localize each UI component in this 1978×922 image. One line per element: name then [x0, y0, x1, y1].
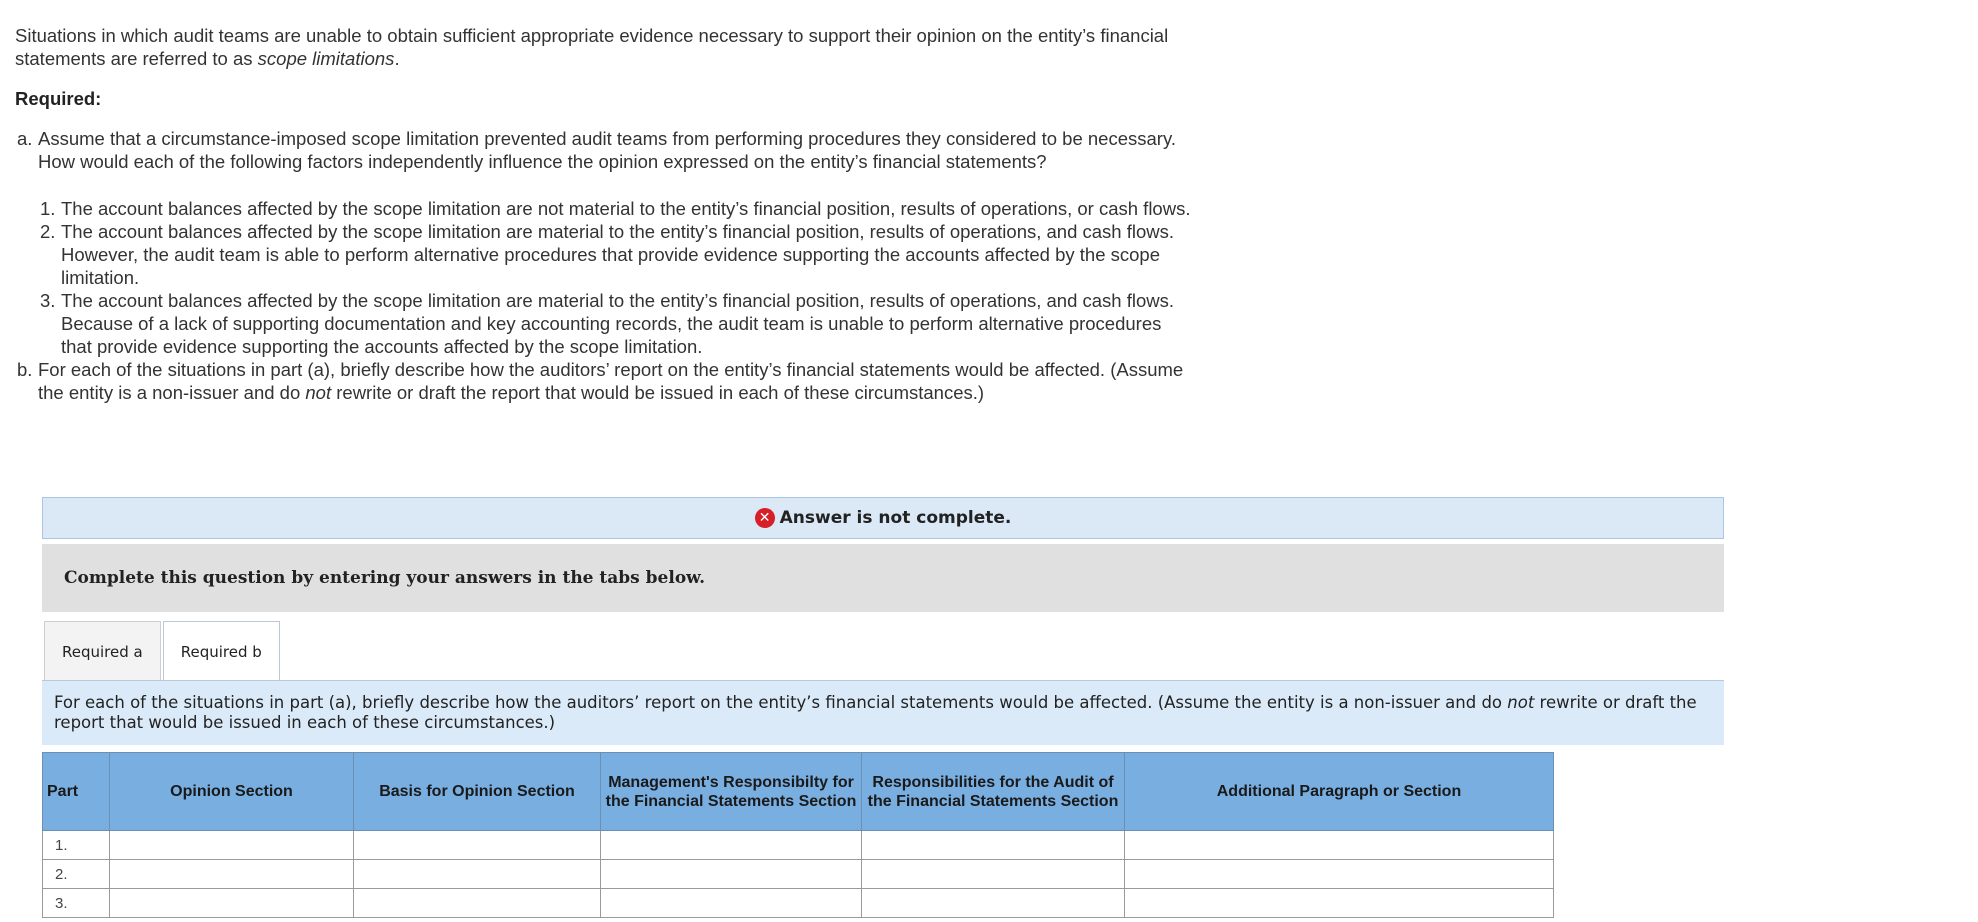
- audit-answer-cell[interactable]: [862, 831, 1125, 860]
- factor-item: [38, 220, 1195, 289]
- question-text: [15, 24, 1195, 404]
- factor-item: [38, 197, 1195, 220]
- opinion-answer-cell[interactable]: [110, 831, 354, 860]
- opinion-answer-cell[interactable]: [110, 860, 354, 889]
- tab-description: [42, 681, 1724, 745]
- answer-status-text: Answer is not complete.: [779, 508, 1012, 528]
- factor-marker: 3.: [40, 290, 56, 311]
- column-header-opinion: Opinion Section: [110, 753, 354, 831]
- part-b-italic: not: [305, 382, 332, 403]
- column-header-audit-responsibility: Responsibilities for the Audit of the Financial Statements Section: [862, 753, 1125, 831]
- part-b-item: [15, 358, 1195, 404]
- audit-answer-cell[interactable]: [862, 889, 1125, 918]
- basis-answer-cell[interactable]: [354, 831, 601, 860]
- table-header-row: [43, 753, 1554, 831]
- basis-answer-cell[interactable]: [354, 860, 601, 889]
- part-a-item: [15, 127, 1195, 358]
- additional-answer-cell[interactable]: [1125, 860, 1554, 889]
- intro-text: Situations in which audit teams are unable to obtain sufficient appropriate evidence necessary to support their opinion on the entity’s financial statements are referred to as: [15, 25, 1169, 69]
- answer-status-banner: [42, 497, 1724, 539]
- tab-description-text: For each of the situations in part (a), briefly describe how the auditors’ report on the entity’s financial statements would be affected. (Assume the entity is a non-issuer and do: [54, 693, 1508, 712]
- opinion-answer-cell[interactable]: [110, 889, 354, 918]
- factor-marker: 2.: [40, 221, 56, 242]
- tab-description-text-end: rewrite or draft the report that would be issued in each of these circumstances.): [54, 693, 1697, 732]
- intro-paragraph: [15, 24, 1195, 70]
- part-a-marker: a.: [17, 128, 33, 149]
- answer-tabs: [44, 621, 282, 681]
- additional-answer-cell[interactable]: [1125, 831, 1554, 860]
- management-answer-cell[interactable]: [601, 831, 862, 860]
- part-b-marker: b.: [17, 359, 33, 380]
- tab-label: Required a: [62, 642, 143, 661]
- instruction-text: Complete this question by entering your answers in the tabs below.: [64, 568, 705, 588]
- tab-description-italic: not: [1507, 693, 1535, 712]
- x-circle-icon: ✕: [755, 508, 775, 528]
- required-parts-list: [15, 127, 1195, 404]
- column-header-additional-paragraph: Additional Paragraph or Section: [1125, 753, 1554, 831]
- part-b-text-end: rewrite or draft the report that would be issued in each of these circumstances.): [331, 382, 985, 403]
- row-part-label: 1.: [43, 831, 110, 860]
- management-answer-cell[interactable]: [601, 889, 862, 918]
- audit-answer-cell[interactable]: [862, 860, 1125, 889]
- factor-item: [38, 289, 1195, 358]
- required-heading: Required:: [15, 88, 102, 109]
- tab-label: Required b: [180, 643, 262, 661]
- tab-required-b[interactable]: [163, 621, 280, 682]
- factor-text: The account balances affected by the scope limitation are not material to the entity’s financial position, results of operations, or cash flows.: [61, 198, 1191, 219]
- factor-marker: 1.: [40, 198, 56, 219]
- factor-list: [38, 197, 1195, 358]
- column-header-management-responsibility: Management's Responsibilty for the Financial Statements Section: [601, 753, 862, 831]
- factor-text: The account balances affected by the scope limitation are material to the entity’s financial position, results of operations, and cash flows. However, the audit team is able to perform alternative procedures that provide evidence supporting the accounts affected by the scope limitation.: [61, 221, 1175, 288]
- column-header-basis: Basis for Opinion Section: [354, 753, 601, 831]
- column-header-part: Part: [43, 753, 110, 831]
- table-row: [43, 831, 1554, 860]
- management-answer-cell[interactable]: [601, 860, 862, 889]
- basis-answer-cell[interactable]: [354, 889, 601, 918]
- table-row: [43, 860, 1554, 889]
- tab-required-a[interactable]: [44, 621, 161, 681]
- row-part-label: 3.: [43, 889, 110, 918]
- table-row: [43, 889, 1554, 918]
- answer-table: [42, 752, 1554, 918]
- factor-text: The account balances affected by the scope limitation are material to the entity’s financial position, results of operations, and cash flows. Because of a lack of supporting documentation and key accounting records, the audit team is unable to perform alternative procedures that provide evidence supporting the accounts affected by the scope limitation.: [61, 290, 1175, 357]
- additional-answer-cell[interactable]: [1125, 889, 1554, 918]
- row-part-label: 2.: [43, 860, 110, 889]
- intro-text-end: .: [394, 48, 400, 69]
- instruction-box: [42, 544, 1724, 612]
- intro-italic-term: scope limitations: [257, 48, 395, 69]
- part-a-text: Assume that a circumstance-imposed scope limitation prevented audit teams from performing procedures they considered to be necessary. How would each of the following factors independently influence the opinion expressed on the entity’s financial statements?: [38, 128, 1176, 172]
- part-b-text: For each of the situations in part (a), briefly describe how the auditors’ report on the entity’s financial statements would be affected. (Assume the entity is a non-issuer and do: [38, 359, 1184, 403]
